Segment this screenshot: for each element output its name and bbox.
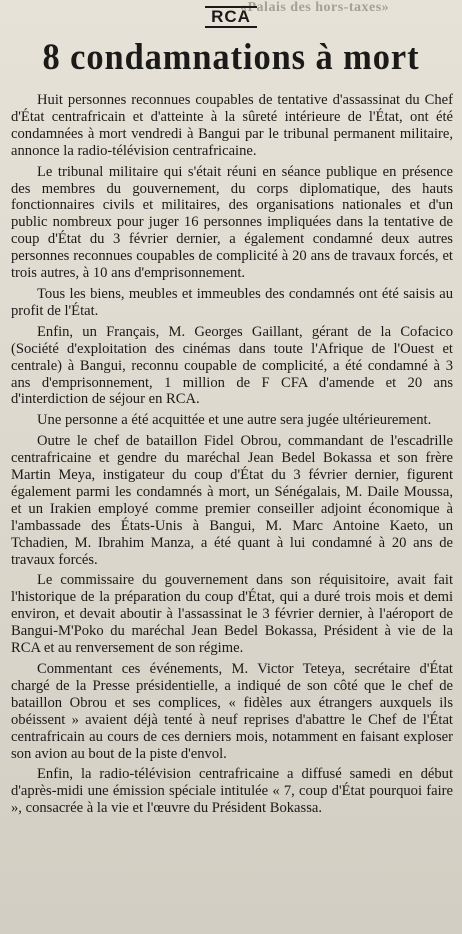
article-paragraph: Le commissaire du gouvernement dans son réquisitoire, avait fait l'historique de la préparation du coup d'État, qui a duré trois mois et demi environ, et devait aboutir à l'assassinat le 3 février dernier, à l'aéroport de Bangui-M'Poko du maréchal Jean Bedel Bokassa, Président à vie de la RCA et au renversement de son régime.: [11, 572, 453, 657]
article-paragraph: Tous les biens, meubles et immeubles des condamnés ont été saisis au profit de l'État.: [11, 285, 453, 319]
headline: 8 condamnations à mort: [42, 37, 420, 78]
article-paragraph: Enfin, la radio-télévision centrafricaine a diffusé samedi en début d'après-midi une émission spéciale intitulée « 7, coup d'État pourquoi faire », consacrée à la vie et l'œuvre du Président Bokassa.: [11, 766, 453, 817]
section-label-text: RCA: [205, 6, 257, 28]
article-paragraph: Commentant ces événements, M. Victor Teteya, secrétaire d'État chargé de la Presse présidentielle, a indiqué de son côté que le chef de bataillon Obrou et ses complices, « fidèles aux étrangers auxquels ils obéissent » avaient déjà tenté à neuf reprises d'abattre le Chef de l'État centrafricain au cours de ces derniers mois, notamment en faisant exploser son avion au bout de la piste d'envol.: [11, 661, 453, 762]
article-paragraph: Le tribunal militaire qui s'était réuni en séance publique en présence des membres du gouvernement, du corps diplomatique, des hauts fonctionnaires civils et militaires, des organisations nationales et d'un public nombreux pour juger 16 personnes impliquées dans la tentative de coup d'État du 3 février dernier, a également condamné deux autres personnes reconnues coupables de complicité à 20 ans de travaux forcés, et trois autres, à 10 ans d'emprisonnement.: [11, 163, 453, 282]
article-paragraph: Huit personnes reconnues coupables de tentative d'assassinat du Chef d'État centrafricain et d'atteinte à la sûreté intérieure de l'État, ont été condamnées à mort vendredi à Bangui par le tribunal permanent militaire, annonce la radio-télévision centrafricaine.: [11, 92, 453, 159]
article-paragraph: Outre le chef de bataillon Fidel Obrou, commandant de l'escadrille centrafricaine et gendre du maréchal Jean Bedel Bokassa et son frère Martin Meya, instigateur du coup d'État du 3 février dernier, figurent également parmi les condamnés à mort, un Sénégalais, M. Daile Moussa, et un Irakien employé comme premier conseiller adjoint économique à l'ambassade des États-Unis à Bangui, M. Marc Antoine Kaeto, un Tchadien, M. Ibrahim Manza, a été quant à lui condamné à 20 ans de travaux forcés.: [11, 433, 453, 568]
adjacent-article-bleed: «Palais des hors-taxes»: [240, 0, 390, 15]
section-label: [0, 6, 462, 28]
article-paragraph: Une personne a été acquittée et une autre sera jugée ultérieurement.: [37, 412, 432, 429]
article-paragraph: Enfin, un Français, M. Georges Gaillant, gérant de la Cofacico (Société d'exploitation des cinémas dans toute l'Afrique de l'Ouest et centrale) à Bangui, reconnu coupable de complicité, a été condamné à 3 ans d'emprisonnement, 1 million de F CFA d'amende et 20 ans d'interdiction de séjour en RCA.: [11, 323, 453, 408]
article-body: [11, 92, 453, 934]
